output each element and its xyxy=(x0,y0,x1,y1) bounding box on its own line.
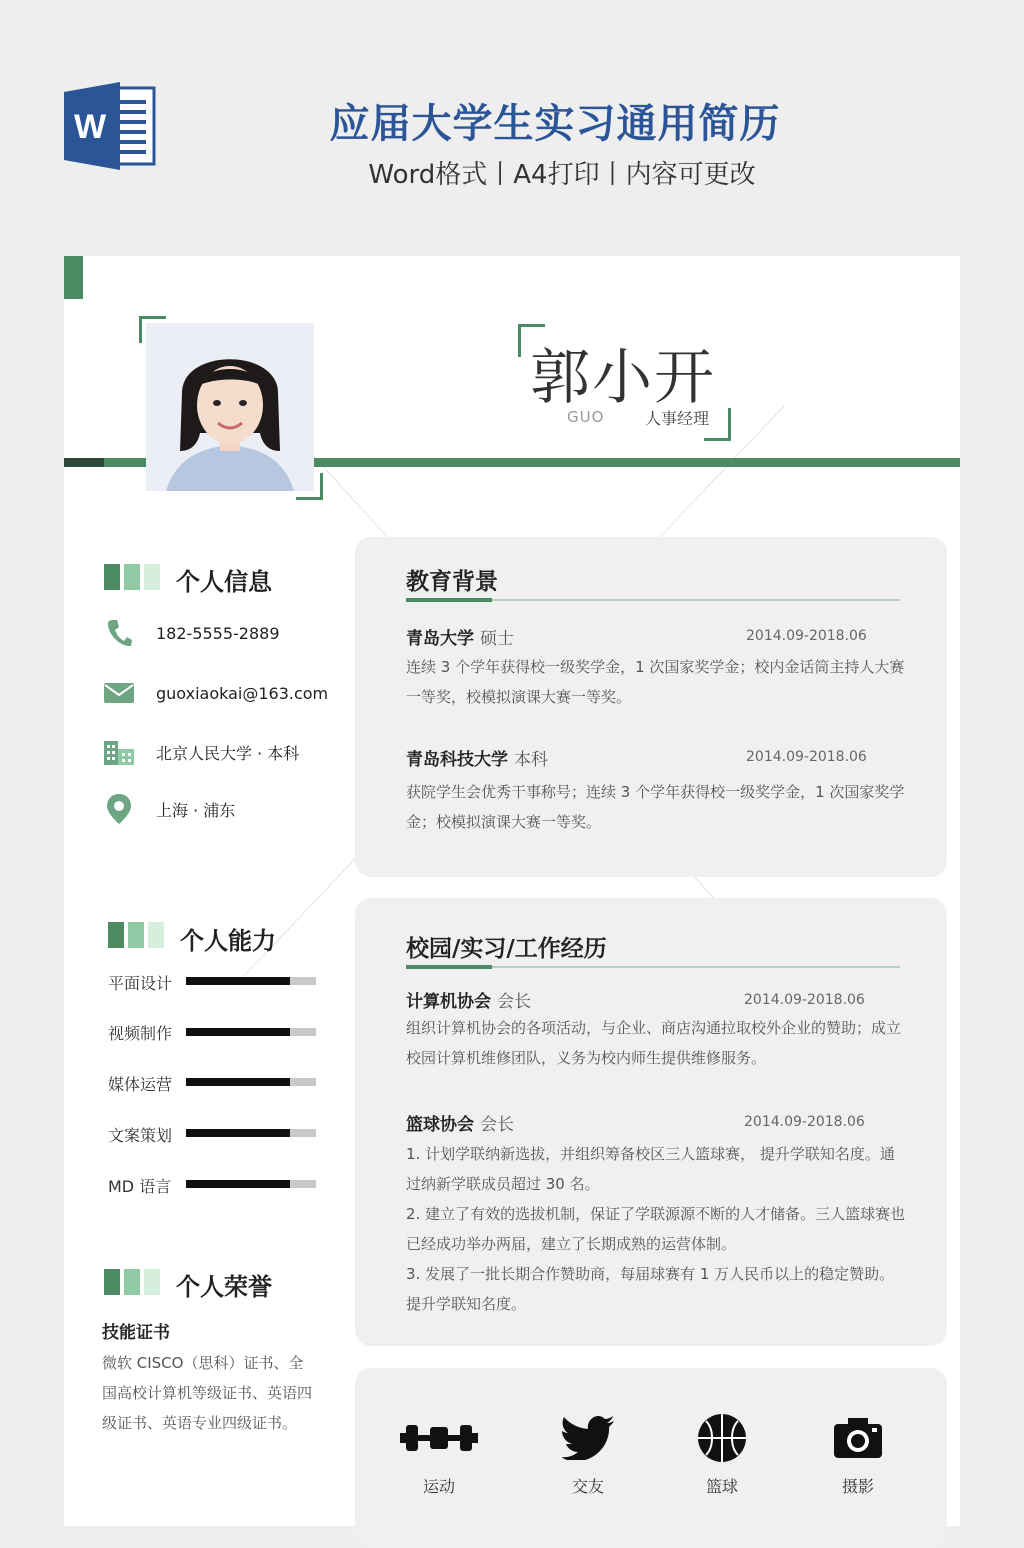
education-text: 连续 3 个学年获得校一级奖学金，1 次国家奖学金；校内金话筒主持人大赛一等奖，校模拟演课大赛一等奖。 xyxy=(406,658,905,706)
accent-tab xyxy=(64,256,83,299)
skill-label: 视频制作 xyxy=(108,1024,173,1043)
education-date: 2014.09-2018.06 xyxy=(746,628,867,644)
hobby-label: 运动 xyxy=(422,1477,455,1496)
basketball-icon xyxy=(672,1410,772,1466)
experience-line: 3. 发展了一批长期合作赞助商，每届球赛有 1 万人民币以上的稳定赞助。提升学联知名度。 xyxy=(406,1265,895,1313)
experience-date: 2014.09-2018.06 xyxy=(744,992,865,1008)
hobby-item xyxy=(538,1410,638,1497)
hobby-label: 篮球 xyxy=(705,1477,738,1496)
skill-bar xyxy=(186,1129,316,1137)
experience-date: 2014.09-2018.06 xyxy=(744,1114,865,1130)
honors-title: 个人荣誉 xyxy=(176,1273,272,1301)
info-location xyxy=(104,794,235,824)
skill-label: 平面设计 xyxy=(108,974,173,993)
experience-title: 校园/实习/工作经历 xyxy=(406,936,607,962)
name-corner-bottom xyxy=(704,408,731,441)
abilities-title: 个人能力 xyxy=(180,927,276,955)
education-text: 获院学生会优秀干事称号；连续 3 个学年获得校一级奖学金，1 次国家奖学金；校模拟演课大赛一等奖。 xyxy=(406,783,905,831)
camera-icon xyxy=(808,1410,908,1466)
section-marker xyxy=(108,922,164,948)
header-rule-dark xyxy=(64,458,104,467)
hobby-label: 摄影 xyxy=(841,1477,874,1496)
experience-entry-head: 计算机协会 会长 xyxy=(406,992,531,1012)
page-title: 应届大学生实习通用简历 xyxy=(329,101,781,147)
hobby-item xyxy=(389,1410,489,1497)
avatar xyxy=(146,323,314,491)
section-rule-accent xyxy=(406,965,492,969)
info-email xyxy=(104,678,328,708)
phone-text: 182-5555-2889 xyxy=(156,623,280,643)
info-school xyxy=(104,737,299,767)
skill-label: MD 语言 xyxy=(108,1177,172,1196)
skill-bar xyxy=(186,1028,316,1036)
experience-line: 2. 建立了有效的选拔机制，保证了学联源源不断的人才储备。三人篮球赛也已经成功举办两届，建立了长期成熟的运营体制。 xyxy=(406,1205,906,1253)
mail-icon xyxy=(104,678,134,708)
person-name-en: GUO xyxy=(567,408,605,426)
education-entry-head: 青岛科技大学 本科 xyxy=(406,750,548,770)
experience-line: 1. 计划学联纳新选拔，并组织筹备校区三人篮球赛， 提升学联知名度。通过纳新学联成员超过 30 名。 xyxy=(406,1145,895,1193)
experience-entry-head: 篮球协会 会长 xyxy=(406,1115,514,1135)
svg-text:W: W xyxy=(73,108,107,146)
hobby-item xyxy=(808,1410,908,1497)
phone-icon xyxy=(104,618,134,648)
person-name: 郭小开 xyxy=(530,343,716,413)
hobby-item xyxy=(672,1410,772,1497)
education-entry-head: 青岛大学 硕士 xyxy=(406,629,514,649)
dumbbell-icon xyxy=(389,1410,489,1466)
skill-bar xyxy=(186,1078,316,1086)
honors-text: 微软 CISCO（思科）证书、全国高校计算机等级证书、英语四级证书、英语专业四级证书。 xyxy=(102,1354,313,1432)
skill-label: 文案策划 xyxy=(108,1126,173,1145)
education-title: 教育背景 xyxy=(406,569,498,595)
location-text: 上海 · 浦东 xyxy=(156,800,236,820)
section-marker xyxy=(104,1269,160,1295)
job-title: 人事经理 xyxy=(645,409,710,428)
info-phone xyxy=(104,618,280,648)
education-date: 2014.09-2018.06 xyxy=(746,749,867,765)
skill-bar xyxy=(186,977,316,985)
email-text: guoxiaokai@163.com xyxy=(156,683,329,703)
building-icon xyxy=(104,737,134,767)
experience-text xyxy=(406,1139,906,1319)
personal-info-title: 个人信息 xyxy=(176,568,272,596)
skill-bar xyxy=(186,1180,316,1188)
page-subtitle: Word格式丨A4打印丨内容可更改 xyxy=(368,160,756,190)
photo-corner-bottom xyxy=(296,473,323,500)
school-text: 北京人民大学 · 本科 xyxy=(156,743,300,763)
section-marker xyxy=(104,564,160,590)
section-rule-accent xyxy=(406,598,492,602)
twitter-bird-icon xyxy=(538,1410,638,1466)
location-icon xyxy=(104,794,134,824)
experience-text: 组织计算机协会的各项活动，与企业、商店沟通拉取校外企业的赞助；成立校园计算机维修团队，义务为校内师生提供维修服务。 xyxy=(406,1019,902,1067)
hobby-label: 交友 xyxy=(571,1477,604,1496)
honors-subtitle: 技能证书 xyxy=(102,1323,170,1343)
skill-label: 媒体运营 xyxy=(108,1075,173,1094)
